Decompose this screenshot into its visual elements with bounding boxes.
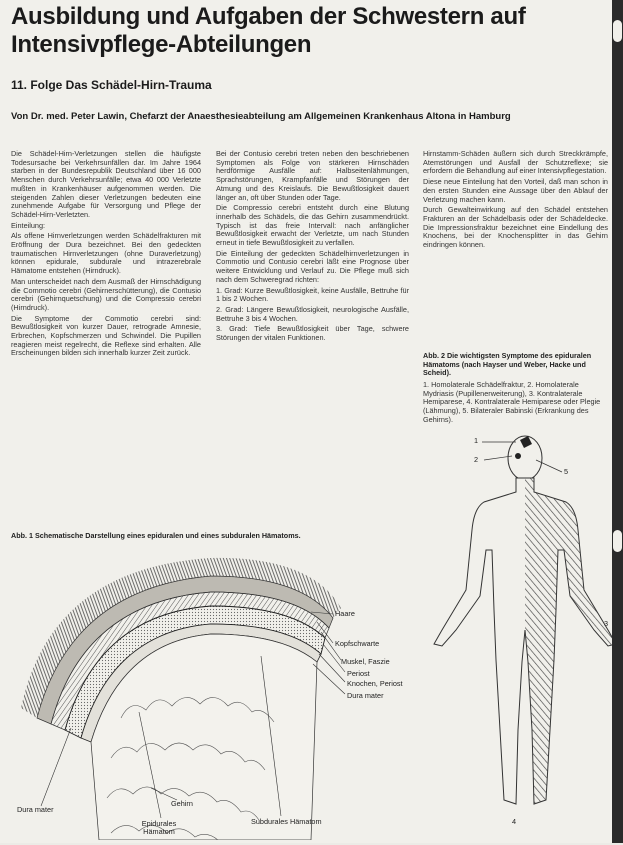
paragraph: Die Einteilung der gedeckten Schädelhirnverletzungen in Commotio und Contusio cerebri läßt eine Prognose über weitere Entwicklung und Verlauf zu. Die Pflege muß sich nach dem Schweregrad richten: xyxy=(216,248,409,284)
paragraph: Die Schädel-Hirn-Verletzungen stellen die häufigste Todesursache bei Verkehrsunfällen dar. Im Jahre 1964 starben in der Bundesrepublik Deutschland über 16 000 Menschen durch Verkehrsunfälle; etwa 40 000 Verletzte mußten in Krankenhäuser aufgenommen werden. Die steigenden Zahlen dieser Verletzungen bedeuten eine zunehmende Aufgabe für Versorgung und Pflege der Schädel-Hirn-Verletzten. xyxy=(11,149,201,219)
figure-2-caption: Abb. 2 Die wichtigsten Symptome des epiduralen Hämatoms (nach Hayser und Weber, Hacke und Scheid). xyxy=(423,351,592,378)
pupil-mark xyxy=(515,453,521,459)
paragraph: Die Symptome der Commotio cerebri sind: Bewußtlosigkeit von kurzer Dauer, retrograde Amnesie, Erbrechen, Kopfschmerzen und Schwindel. Die Pupillen reagieren meist regelrecht, die Reflexe sind erhalten. Alle Erscheinungen bilden sich innerhalb kurzer Zeit zurück. xyxy=(11,313,201,358)
label-knochen-periost: Knochen, Periost xyxy=(347,679,403,688)
text-column-2 xyxy=(216,150,409,345)
paragraph: 3. Grad: Tiefe Bewußtlosigkeit über Tage, schwere Störungen der vitalen Funktionen. xyxy=(216,324,409,343)
text-column-1 xyxy=(11,150,201,360)
label-subdurales-haematom: Subdurales Hämatom xyxy=(251,817,322,826)
paragraph: Einteilung: xyxy=(11,220,46,230)
figure-1-hematoma-diagram xyxy=(11,548,411,840)
figure-1-caption: Abb. 1 Schematische Darstellung eines epiduralen und eines subduralen Hämatoms. xyxy=(11,531,301,540)
paragraph: Man unterscheidet nach dem Ausmaß der Hirnschädigung die Commotio cerebri (Gehirnerschütterung), die Contusio cerebri (Gehirnquetschung) und die Compressio cerebri (Hirndruck). xyxy=(11,276,201,312)
paragraph: 2. Grad: Längere Bewußtlosigkeit, neurologische Ausfälle, Bettruhe 3 bis 4 Wochen. xyxy=(216,304,409,323)
label-gehirn: Gehirn xyxy=(171,799,193,808)
paragraph: Bei der Contusio cerebri treten neben den beschriebenen Symptomen als Folge von stärkeren Hirnschäden herdförmige Ausfälle auf: Halbseitenlähmungen, Sprachstörungen, Krampfanfälle und Störungen der Atmung und des Kreislaufs. Die Bewußtlosigkeit dauert länger an, oft über Stunden oder Tage. xyxy=(216,149,409,202)
paragraph: Als offene Hirnverletzungen werden Schädelfrakturen mit Eröffnung der Dura bezeichnet. Bei den gedeckten traumatischen Hirnverletzungen (ohne Duraverletzung) können epidurale, subdurale und intrazerebrale Hämatome entstehen (Hirndruck). xyxy=(11,231,201,276)
figure-2-body-diagram xyxy=(412,400,612,840)
body-outline xyxy=(434,436,612,804)
label-dura-mater: Dura mater xyxy=(347,691,384,700)
text-column-3 xyxy=(423,150,608,252)
paragraph: Hirnstamm-Schäden äußern sich durch Streckkrämpfe, Atemstörungen und Ausfall der Schutzreflexe; sie erfordern die Behandlung auf einer Intensivpflegestation. xyxy=(423,149,608,176)
paragraph: Die Compressio cerebri entsteht durch eine Blutung innerhalb des Schädels, die das Gehirn zusammendrückt. Typisch ist das freie Intervall: nach anfänglicher Bewußtlosigkeit erwacht der Verletzte, um nach Stunden erneut in tiefe Bewußtlosigkeit zu verfallen. xyxy=(216,203,409,248)
paragraph: 1. Grad: Kurze Bewußtlosigkeit, keine Ausfälle, Bettruhe für 1 bis 2 Wochen. xyxy=(216,285,409,304)
marker-1: 1 xyxy=(474,436,479,445)
punch-hole xyxy=(613,20,622,42)
label-haare: Haare xyxy=(335,609,355,618)
marker-5: 5 xyxy=(564,467,569,476)
label-muskel-faszie: Muskel, Faszie xyxy=(341,657,390,666)
binding-edge xyxy=(612,0,623,843)
figure-2-legend-text: 1. Homolaterale Schädelfraktur, 2. Homolaterale Mydriasis (Pupillenerweiterung), 3. Kontralaterale Hemiparese, 4. Kontralaterale Hemiparese oder Plegie (Lähmung), 5. Bilateraler Babinski (Erkrankung des Gehirns). xyxy=(423,380,601,424)
article-title: Ausbildung und Aufgaben der Schwestern auf Intensivpflege-Abteilungen xyxy=(11,3,526,58)
punch-hole xyxy=(613,530,622,552)
marker-4: 4 xyxy=(512,817,517,826)
label-kopfschwarte: Kopfschwarte xyxy=(335,639,380,648)
paragraph: Diese neue Einteilung hat den Vorteil, daß man schon in den ersten Stunden eine Aussage über den Ablauf der Verletzung machen kann. xyxy=(423,177,608,204)
marker-3: 3 xyxy=(604,619,609,628)
human-figure-illustration xyxy=(412,400,612,840)
article-subtitle: 11. Folge Das Schädel-Hirn-Trauma xyxy=(11,78,212,92)
marker-2: 2 xyxy=(474,455,479,464)
paragraph: Durch Gewalteinwirkung auf den Schädel entstehen Frakturen an der Schädelbasis oder der Schädeldecke. Die Impressionsfraktur bezeichnet eine Eindellung des Knochens, bei der Knochensplitter in das Gehirn eindringen können. xyxy=(423,205,608,250)
label-dura-mater-left: Dura mater xyxy=(17,805,54,814)
label-epidurales-haematom: Epidurales Hämatom xyxy=(141,819,177,836)
label-periost: Periost xyxy=(347,669,370,678)
article-author: Von Dr. med. Peter Lawin, Chefarzt der Anaesthesieabteilung am Allgemeinen Krankenhaus Altona in Hamburg xyxy=(11,111,511,122)
